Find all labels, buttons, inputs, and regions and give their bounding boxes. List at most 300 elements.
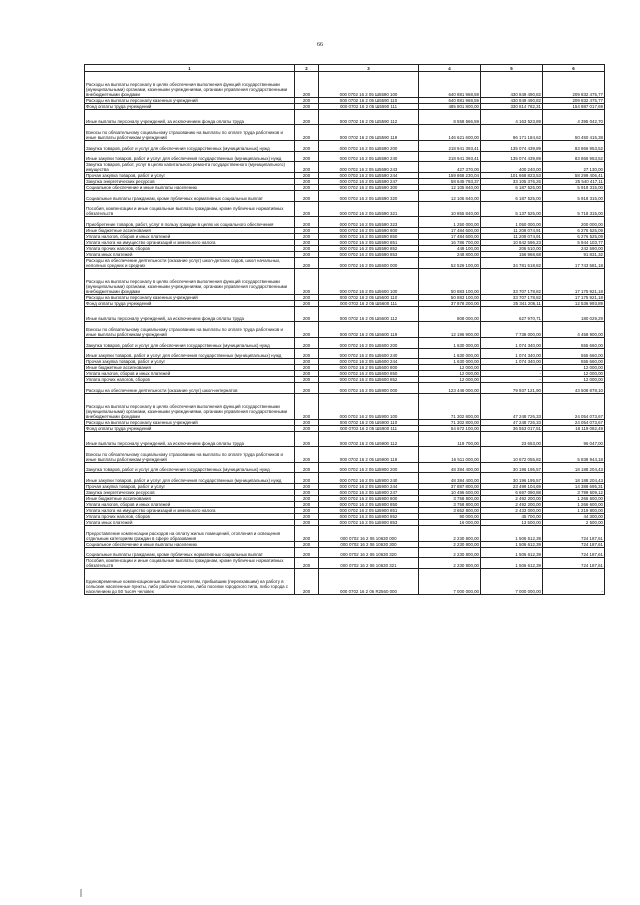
row-line-code-cell: 200 bbox=[295, 359, 319, 365]
row-name-cell: Расходы на выплаты персоналу казенных учреждений bbox=[85, 294, 295, 300]
row-line-code-cell: 200 bbox=[295, 462, 319, 473]
row-unexecuted-cell: 91 831,32 bbox=[543, 252, 605, 258]
row-name-cell: Уплата налога на имущество организаций и земельного налога bbox=[85, 240, 295, 246]
row-executed-cell: 1 074 340,00 bbox=[481, 359, 543, 365]
row-classification-code-cell: 000 0702 16 2 05 Ш5590 853 bbox=[319, 252, 419, 258]
table-row bbox=[85, 173, 605, 179]
row-line-code-cell: 200 bbox=[295, 141, 319, 152]
column-header: 2 bbox=[295, 65, 319, 72]
row-executed-cell: 23 653,00 bbox=[481, 431, 543, 447]
row-approved-cell: 159 868 230,04 bbox=[419, 173, 481, 179]
row-line-code-cell: 200 bbox=[295, 490, 319, 496]
row-name-cell: Иные закупки товаров, работ и услуг для обеспечения государственных (муниципальных) нужд bbox=[85, 348, 295, 359]
row-name-cell: Закупка энергетических ресурсов bbox=[85, 490, 295, 496]
table-row bbox=[85, 484, 605, 490]
row-classification-code-cell: 000 0702 16 2 05 Ш5900 247 bbox=[319, 490, 419, 496]
row-line-code-cell: 200 bbox=[295, 558, 319, 569]
table-row bbox=[85, 431, 605, 447]
row-classification-code-cell: 000 0702 16 2 05 Ш5600 244 bbox=[319, 359, 419, 365]
row-executed-cell: 10 842 596,23 bbox=[481, 240, 543, 246]
row-approved-cell: 50 883 100,00 bbox=[419, 269, 481, 295]
row-name-cell: Иные выплаты персоналу учреждений, за исключением фонда оплаты труда bbox=[85, 306, 295, 322]
row-classification-code-cell: 000 0702 16 2 05 Ш5590 321 bbox=[319, 201, 419, 217]
row-name-cell: Расходы на обеспечение деятельности (оказание услуг) школ-интернатов bbox=[85, 383, 295, 394]
row-unexecuted-cell: 17 175 921,18 bbox=[543, 294, 605, 300]
row-approved-cell: 16 511 000,00 bbox=[419, 447, 481, 463]
row-approved-cell: 3 758 800,00 bbox=[419, 496, 481, 502]
row-approved-cell: 640 881 968,59 bbox=[419, 72, 481, 98]
row-executed-cell: 430 849 490,82 bbox=[481, 72, 543, 98]
row-unexecuted-cell: 44 300,00 bbox=[543, 514, 605, 520]
table-row bbox=[85, 141, 605, 152]
row-classification-code-cell: 000 0702 16 2 05 Ш5590 243 bbox=[319, 162, 419, 173]
row-approved-cell: 12 000,00 bbox=[419, 377, 481, 383]
row-name-cell: Взносы по обязательному социальному страхованию на выплаты по оплате труда работников и иные выплаты работникам учреждений bbox=[85, 447, 295, 463]
row-name-cell: Иные выплаты персоналу учреждений, за исключением фонда оплаты труда bbox=[85, 109, 295, 125]
row-classification-code-cell: 000 0702 16 2 05 Ш5900 112 bbox=[319, 431, 419, 447]
row-executed-cell: 11 208 074,91 bbox=[481, 228, 543, 234]
row-line-code-cell: 200 bbox=[295, 228, 319, 234]
row-approved-cell: 37 878 200,00 bbox=[419, 300, 481, 306]
row-approved-cell: 640 881 968,59 bbox=[419, 97, 481, 103]
row-unexecuted-cell: 5 944 103,77 bbox=[543, 240, 605, 246]
row-approved-cell: 146 621 600,00 bbox=[419, 125, 481, 141]
row-approved-cell: 58 645 793,37 bbox=[419, 179, 481, 185]
row-line-code-cell: 200 bbox=[295, 252, 319, 258]
row-line-code-cell: 200 bbox=[295, 348, 319, 359]
row-name-cell: Взносы по обязательному социальному страхованию на выплаты по оплате труда работников и иные выплаты работникам учреждений bbox=[85, 322, 295, 338]
table-row bbox=[85, 508, 605, 514]
column-header: 1 bbox=[85, 65, 295, 72]
row-classification-code-cell: 000 0702 16 2 05 Ш5600 800 bbox=[319, 365, 419, 371]
row-executed-cell: 1 074 340,00 bbox=[481, 348, 543, 359]
row-name-cell: Закупка энергетических ресурсов bbox=[85, 179, 295, 185]
row-line-code-cell: 200 bbox=[295, 425, 319, 431]
table-row bbox=[85, 338, 605, 349]
row-classification-code-cell: 000 0702 16 2 05 Ш5590 851 bbox=[319, 240, 419, 246]
row-classification-code-cell: 000 0702 16 2 05 Ш5600 112 bbox=[319, 306, 419, 322]
row-unexecuted-cell: 17 743 581,18 bbox=[543, 258, 605, 269]
row-executed-cell: - bbox=[481, 371, 543, 377]
row-line-code-cell: 200 bbox=[295, 173, 319, 179]
row-unexecuted-cell: 555 660,00 bbox=[543, 359, 605, 365]
row-unexecuted-cell: 12 000,00 bbox=[543, 371, 605, 377]
row-executed-cell: 6 697 090,88 bbox=[481, 490, 543, 496]
row-executed-cell: 1 050 000,00 bbox=[481, 217, 543, 228]
row-line-code-cell: 200 bbox=[295, 484, 319, 490]
row-name-cell: Уплата прочих налогов, сборов bbox=[85, 377, 295, 383]
table-row bbox=[85, 306, 605, 322]
table-row bbox=[85, 269, 605, 295]
row-unexecuted-cell: 5 918 315,00 bbox=[543, 185, 605, 191]
row-line-code-cell: 200 bbox=[295, 526, 319, 542]
row-classification-code-cell: 000 0702 16 2 05 Ш5600 000 bbox=[319, 258, 419, 269]
row-name-cell: Взносы по обязательному социальному страхованию на выплаты по оплате труда работников и иные выплаты работникам учреждений bbox=[85, 125, 295, 141]
row-approved-cell: 71 302 800,00 bbox=[419, 393, 481, 419]
row-approved-cell: 123 446 000,00 bbox=[419, 383, 481, 394]
row-line-code-cell: 200 bbox=[295, 447, 319, 463]
row-line-code-cell: 200 bbox=[295, 393, 319, 419]
row-name-cell: Иные закупки товаров, работ и услуг для обеспечения государственных (муниципальных) нужд bbox=[85, 473, 295, 484]
row-unexecuted-cell: 17 175 921,18 bbox=[543, 269, 605, 295]
row-name-cell: Расходы на выплаты персоналу в целях обеспечения выполнения функций государственными (муниципальными) органами, казенными учреждениями, органами управления государственными внебюджетными фондами bbox=[85, 393, 295, 419]
row-executed-cell: 430 849 490,82 bbox=[481, 97, 543, 103]
table-row bbox=[85, 125, 605, 141]
row-unexecuted-cell: 12 536 993,89 bbox=[543, 300, 605, 306]
row-name-cell: Закупка товаров, работ и услуг для обеспечения государственных (муниципальных) нужд bbox=[85, 338, 295, 349]
row-classification-code-cell: 000 0702 16 2 05 Ш5900 119 bbox=[319, 447, 419, 463]
row-name-cell: Уплата налога на имущество организаций и земельного налога bbox=[85, 508, 295, 514]
row-approved-cell: 12 105 840,00 bbox=[419, 185, 481, 191]
row-classification-code-cell: 000 0702 16 2 05 Ш5900 850 bbox=[319, 502, 419, 508]
row-classification-code-cell: 000 0702 16 2 05 Ш5900 851 bbox=[319, 508, 419, 514]
row-classification-code-cell: 000 0702 16 2 05 Ш5600 110 bbox=[319, 294, 419, 300]
row-name-cell: Социальное обеспечение и иные выплаты населению bbox=[85, 185, 295, 191]
row-classification-code-cell: 000 0702 16 2 05 Ш5600 200 bbox=[319, 338, 419, 349]
row-classification-code-cell: 000 0702 16 2 05 Ш5590 247 bbox=[319, 179, 419, 185]
row-approved-cell: 1 630 000,00 bbox=[419, 359, 481, 365]
row-classification-code-cell: 000 0702 16 2 05 Ш5600 100 bbox=[319, 269, 419, 295]
row-line-code-cell: 200 bbox=[295, 97, 319, 103]
row-executed-cell: 30 196 195,57 bbox=[481, 462, 543, 473]
row-name-cell: Фонд оплаты труда учреждений bbox=[85, 425, 295, 431]
row-name-cell: Расходы на выплаты персоналу казенных учреждений bbox=[85, 97, 295, 103]
table-row bbox=[85, 541, 605, 547]
table-row bbox=[85, 348, 605, 359]
row-classification-code-cell: 000 0702 16 2 06 10630 300 bbox=[319, 541, 419, 547]
row-line-code-cell: 200 bbox=[295, 179, 319, 185]
budget-expenditure-table bbox=[84, 64, 605, 595]
budget-table-sheet bbox=[84, 64, 604, 595]
row-approved-cell: 12 000,00 bbox=[419, 365, 481, 371]
row-approved-cell: 119 700,00 bbox=[419, 431, 481, 447]
table-row bbox=[85, 201, 605, 217]
row-approved-cell: 52 526 100,00 bbox=[419, 258, 481, 269]
row-unexecuted-cell: 50 450 415,38 bbox=[543, 125, 605, 141]
table-row bbox=[85, 185, 605, 191]
row-classification-code-cell: 000 0702 16 2 05 Ш5590 100 bbox=[319, 72, 419, 98]
row-executed-cell: 11 208 074,91 bbox=[481, 234, 543, 240]
row-classification-code-cell: 000 0702 16 2 05 Ш5590 240 bbox=[319, 151, 419, 162]
row-approved-cell: 2 230 800,00 bbox=[419, 541, 481, 547]
row-unexecuted-cell: 209 832 475,77 bbox=[543, 72, 605, 98]
row-approved-cell: 427 370,00 bbox=[419, 162, 481, 173]
row-classification-code-cell: 000 0702 16 2 05 Ш5900 244 bbox=[319, 484, 419, 490]
column-header: 5 bbox=[481, 65, 543, 72]
row-name-cell: Фонд оплаты труда учреждений bbox=[85, 300, 295, 306]
row-classification-code-cell: 000 0702 16 2 06 10630 000 bbox=[319, 526, 419, 542]
table-row bbox=[85, 447, 605, 463]
row-line-code-cell: 200 bbox=[295, 240, 319, 246]
row-classification-code-cell: 000 0702 16 2 05 Ш5590 119 bbox=[319, 125, 419, 141]
row-unexecuted-cell: 724 187,61 bbox=[543, 547, 605, 558]
row-executed-cell: 2 492 200,00 bbox=[481, 496, 543, 502]
row-unexecuted-cell: 6 276 525,09 bbox=[543, 228, 605, 234]
table-row bbox=[85, 359, 605, 365]
page-number: 66 bbox=[317, 42, 323, 48]
row-name-cell: Уплата прочих налогов, сборов bbox=[85, 246, 295, 252]
row-approved-cell: 808 000,00 bbox=[419, 306, 481, 322]
row-line-code-cell: 200 bbox=[295, 514, 319, 520]
row-unexecuted-cell: 24 054 073,67 bbox=[543, 393, 605, 419]
row-executed-cell: 101 668 823,53 bbox=[481, 173, 543, 179]
row-line-code-cell: 200 bbox=[295, 496, 319, 502]
table-row bbox=[85, 151, 605, 162]
row-executed-cell: 96 171 184,62 bbox=[481, 125, 543, 141]
row-classification-code-cell: 000 0702 16 2 06 10630 321 bbox=[319, 558, 419, 569]
row-executed-cell: 33 707 178,82 bbox=[481, 294, 543, 300]
row-approved-cell: 1 250 000,00 bbox=[419, 217, 481, 228]
table-row bbox=[85, 234, 605, 240]
row-line-code-cell: 200 bbox=[295, 125, 319, 141]
row-classification-code-cell: 000 0702 16 2 06 R2560 000 bbox=[319, 569, 419, 595]
row-line-code-cell: 200 bbox=[295, 72, 319, 98]
table-row bbox=[85, 547, 605, 558]
row-unexecuted-cell: 96 047,00 bbox=[543, 431, 605, 447]
row-executed-cell: 1 074 340,00 bbox=[481, 338, 543, 349]
table-row bbox=[85, 109, 605, 125]
row-executed-cell: 33 707 178,82 bbox=[481, 269, 543, 295]
row-classification-code-cell: 000 0702 16 2 05 Ш5600 111 bbox=[319, 300, 419, 306]
row-approved-cell: 17 484 600,00 bbox=[419, 234, 481, 240]
row-executed-cell: 627 970,71 bbox=[481, 306, 543, 322]
row-executed-cell: 1 506 612,39 bbox=[481, 547, 543, 558]
row-name-cell: Расходы на выплаты персоналу казенных учреждений bbox=[85, 419, 295, 425]
row-executed-cell: 33 105 376,26 bbox=[481, 179, 543, 185]
row-name-cell: Пособия, компенсации и иные социальные выплаты гражданам, кроме публичных нормативных обязательств bbox=[85, 201, 295, 217]
table-row bbox=[85, 383, 605, 394]
row-unexecuted-cell: 18 188 204,43 bbox=[543, 462, 605, 473]
row-classification-code-cell: 000 0702 16 2 05 Ш5600 850 bbox=[319, 371, 419, 377]
row-approved-cell: 2 230 800,00 bbox=[419, 526, 481, 542]
row-approved-cell: 16 000,00 bbox=[419, 520, 481, 526]
row-approved-cell: 1 630 000,00 bbox=[419, 348, 481, 359]
row-classification-code-cell: 000 0702 16 2 06 10630 320 bbox=[319, 547, 419, 558]
row-executed-cell: 1 506 612,39 bbox=[481, 558, 543, 569]
row-executed-cell: 1 506 612,39 bbox=[481, 541, 543, 547]
row-name-cell: Закупка товаров, работ, услуг в целях капитального ремонта государственного (муниципального) имущества bbox=[85, 162, 295, 173]
row-executed-cell: 23 499 104,69 bbox=[481, 484, 543, 490]
row-executed-cell: 13 500,00 bbox=[481, 520, 543, 526]
row-executed-cell: 6 187 525,00 bbox=[481, 185, 543, 191]
row-classification-code-cell: 000 0702 16 2 05 Ш5590 852 bbox=[319, 246, 419, 252]
row-unexecuted-cell: 242 590,00 bbox=[543, 246, 605, 252]
row-line-code-cell: 200 bbox=[295, 338, 319, 349]
row-line-code-cell: 200 bbox=[295, 300, 319, 306]
row-line-code-cell: 200 bbox=[295, 473, 319, 484]
row-name-cell: Расходы на выплаты персоналу в целях обеспечения выполнения функций государственными (муниципальными) органами, казенными учреждениями, органами управления государственными внебюджетными фондами bbox=[85, 269, 295, 295]
table-row bbox=[85, 393, 605, 419]
row-approved-cell: 37 887 800,00 bbox=[419, 484, 481, 490]
row-line-code-cell: 200 bbox=[295, 377, 319, 383]
row-approved-cell: 2 230 800,00 bbox=[419, 547, 481, 558]
row-executed-cell: 7 000 000,00 bbox=[481, 569, 543, 595]
row-executed-cell: 7 738 000,00 bbox=[481, 322, 543, 338]
row-approved-cell: 12 196 900,00 bbox=[419, 322, 481, 338]
row-name-cell: Фонд оплаты труда учреждений bbox=[85, 103, 295, 109]
row-executed-cell: 5 137 525,00 bbox=[481, 201, 543, 217]
row-name-cell: Прочая закупка товаров, работ и услуг bbox=[85, 173, 295, 179]
row-name-cell: Социальные выплаты гражданам, кроме публичных нормативных социальных выплат bbox=[85, 547, 295, 558]
row-executed-cell: 30 196 195,57 bbox=[481, 473, 543, 484]
table-row bbox=[85, 162, 605, 173]
row-name-cell: Уплата налогов, сборов и иных платежей bbox=[85, 234, 295, 240]
row-classification-code-cell: 000 0702 16 2 05 Ш5590 320 bbox=[319, 191, 419, 202]
row-name-cell: Предоставление компенсации расходов на оплату жилых помещений, отопления и освещения отдельным категориям граждан в сфере образования bbox=[85, 526, 295, 542]
row-approved-cell: 218 941 393,41 bbox=[419, 141, 481, 152]
row-name-cell: Единовременные компенсационные выплаты учителям, прибывшим (переехавшим) на работу в сельские населенные пункты, либо рабочие поселки, либо поселки городского типа, либо города с населением до 50 тысяч человек bbox=[85, 569, 295, 595]
row-executed-cell: 25 341 206,11 bbox=[481, 300, 543, 306]
row-unexecuted-cell: 2 500,00 bbox=[543, 520, 605, 526]
row-classification-code-cell: 000 0702 16 2 05 Ш5590 300 bbox=[319, 185, 419, 191]
row-line-code-cell: 200 bbox=[295, 162, 319, 173]
row-unexecuted-cell: 5 718 315,00 bbox=[543, 201, 605, 217]
row-classification-code-cell: 000 0702 16 2 05 Ш5900 111 bbox=[319, 425, 419, 431]
row-classification-code-cell: 000 0702 16 2 05 Ш5590 850 bbox=[319, 234, 419, 240]
row-unexecuted-cell: 18 188 204,43 bbox=[543, 473, 605, 484]
row-line-code-cell: 200 bbox=[295, 306, 319, 322]
table-row bbox=[85, 569, 605, 595]
row-approved-cell: 12 105 840,00 bbox=[419, 191, 481, 202]
table-row bbox=[85, 322, 605, 338]
row-classification-code-cell: 000 0702 16 2 05 Ш5590 323 bbox=[319, 217, 419, 228]
row-executed-cell: 34 781 518,82 bbox=[481, 258, 543, 269]
row-approved-cell: 218 941 393,41 bbox=[419, 151, 481, 162]
row-approved-cell: 50 883 100,00 bbox=[419, 294, 481, 300]
row-unexecuted-cell: 4 458 900,00 bbox=[543, 322, 605, 338]
row-line-code-cell: 200 bbox=[295, 508, 319, 514]
row-executed-cell: 400 240,00 bbox=[481, 162, 543, 173]
row-approved-cell: 485 801 800,00 bbox=[419, 103, 481, 109]
row-unexecuted-cell: 154 987 017,69 bbox=[543, 103, 605, 109]
row-unexecuted-cell: 6 276 525,09 bbox=[543, 234, 605, 240]
row-approved-cell: 16 786 700,00 bbox=[419, 240, 481, 246]
table-row bbox=[85, 191, 605, 202]
row-classification-code-cell: 000 0702 16 2 05 Ш5900 240 bbox=[319, 473, 419, 484]
row-classification-code-cell: 000 0702 16 2 05 Ш5900 852 bbox=[319, 514, 419, 520]
row-classification-code-cell: 000 0702 16 2 05 Ш5600 119 bbox=[319, 322, 419, 338]
row-name-cell: Уплата прочих налогов, сборов bbox=[85, 514, 295, 520]
row-executed-cell: - bbox=[481, 377, 543, 383]
table-row bbox=[85, 526, 605, 542]
table-row bbox=[85, 473, 605, 484]
row-unexecuted-cell: 43 508 878,10 bbox=[543, 383, 605, 394]
row-line-code-cell: 200 bbox=[295, 258, 319, 269]
row-name-cell: Иные выплаты персоналу учреждений, за исключением фонда оплаты труда bbox=[85, 431, 295, 447]
row-approved-cell: 248 800,00 bbox=[419, 252, 481, 258]
row-unexecuted-cell: 555 660,00 bbox=[543, 338, 605, 349]
row-approved-cell: 10 496 600,00 bbox=[419, 490, 481, 496]
row-unexecuted-cell: 14 388 695,31 bbox=[543, 484, 605, 490]
row-approved-cell: 8 558 566,59 bbox=[419, 109, 481, 125]
row-executed-cell: 135 074 439,89 bbox=[481, 141, 543, 152]
column-header: 4 bbox=[419, 65, 481, 72]
row-name-cell: Уплата налогов, сборов и иных платежей bbox=[85, 371, 295, 377]
row-classification-code-cell: 000 0702 16 2 05 Ш5590 110 bbox=[319, 97, 419, 103]
row-unexecuted-cell: 12 000,00 bbox=[543, 377, 605, 383]
row-line-code-cell: 200 bbox=[295, 322, 319, 338]
row-executed-cell: 2 492 200,00 bbox=[481, 502, 543, 508]
table-body bbox=[85, 65, 605, 595]
row-unexecuted-cell: 5 838 944,18 bbox=[543, 447, 605, 463]
row-unexecuted-cell: 200 000,00 bbox=[543, 217, 605, 228]
row-unexecuted-cell: 4 395 042,70 bbox=[543, 109, 605, 125]
row-executed-cell: - bbox=[481, 365, 543, 371]
row-unexecuted-cell: 724 187,61 bbox=[543, 526, 605, 542]
row-classification-code-cell: 000 0702 16 2 05 Ш5590 200 bbox=[319, 141, 419, 152]
row-classification-code-cell: 000 0702 16 2 05 Ш5590 112 bbox=[319, 109, 419, 125]
row-classification-code-cell: 000 0702 16 2 05 Ш5900 000 bbox=[319, 383, 419, 394]
row-line-code-cell: 200 bbox=[295, 185, 319, 191]
row-classification-code-cell: 000 0702 16 2 05 Ш5900 853 bbox=[319, 520, 419, 526]
row-name-cell: Иные бюджетные ассигнования bbox=[85, 365, 295, 371]
table-row bbox=[85, 502, 605, 508]
row-approved-cell: 48 384 400,00 bbox=[419, 473, 481, 484]
row-name-cell: Иные бюджетные ассигнования bbox=[85, 228, 295, 234]
row-executed-cell: 47 248 726,33 bbox=[481, 393, 543, 419]
row-unexecuted-cell: 3 799 509,12 bbox=[543, 490, 605, 496]
row-unexecuted-cell: 1 219 800,00 bbox=[543, 508, 605, 514]
row-unexecuted-cell: - bbox=[543, 569, 605, 595]
row-executed-cell: 6 187 525,00 bbox=[481, 191, 543, 202]
row-unexecuted-cell: 209 832 475,77 bbox=[543, 97, 605, 103]
column-header: 6 bbox=[543, 65, 605, 72]
row-line-code-cell: 200 bbox=[295, 365, 319, 371]
row-unexecuted-cell: 18 119 082,49 bbox=[543, 425, 605, 431]
row-name-cell: Иные бюджетные ассигнования bbox=[85, 496, 295, 502]
row-executed-cell: 45 700,00 bbox=[481, 514, 543, 520]
row-line-code-cell: 200 bbox=[295, 502, 319, 508]
table-row bbox=[85, 97, 605, 103]
row-name-cell: Расходы на обеспечение деятельности (оказание услуг) школ-детских садов, школ начальных, неполных средних и средних bbox=[85, 258, 295, 269]
row-unexecuted-cell: 12 000,00 bbox=[543, 365, 605, 371]
row-unexecuted-cell: 555 660,00 bbox=[543, 348, 605, 359]
row-executed-cell: 79 937 121,90 bbox=[481, 383, 543, 394]
table-row bbox=[85, 258, 605, 269]
table-row bbox=[85, 558, 605, 569]
row-name-cell: Социальные выплаты гражданам, кроме публичных нормативных социальных выплат bbox=[85, 191, 295, 202]
row-name-cell: Иные закупки товаров, работ и услуг для обеспечения государственных (муниципальных) нужд bbox=[85, 151, 295, 162]
row-line-code-cell: 200 bbox=[295, 569, 319, 595]
row-classification-code-cell: 000 0702 16 2 05 Ш5900 200 bbox=[319, 462, 419, 473]
table-row bbox=[85, 462, 605, 473]
row-classification-code-cell: 000 0702 16 2 05 Ш5600 852 bbox=[319, 377, 419, 383]
row-name-cell: Прочая закупка товаров, работ и услуг bbox=[85, 359, 295, 365]
row-line-code-cell: 200 bbox=[295, 547, 319, 558]
row-approved-cell: 10 855 840,00 bbox=[419, 201, 481, 217]
row-executed-cell: 156 968,68 bbox=[481, 252, 543, 258]
row-line-code-cell: 200 bbox=[295, 234, 319, 240]
row-approved-cell: 449 100,00 bbox=[419, 246, 481, 252]
row-name-cell: Пособия, компенсации и иные социальные выплаты гражданам, кроме публичных нормативных обязательств bbox=[85, 558, 295, 569]
row-classification-code-cell: 000 0702 16 2 05 Ш5590 800 bbox=[319, 228, 419, 234]
row-executed-cell: 2 433 000,00 bbox=[481, 508, 543, 514]
row-name-cell: Уплата иных платежей bbox=[85, 520, 295, 526]
row-approved-cell: 1 630 000,00 bbox=[419, 338, 481, 349]
row-name-cell: Социальное обеспечение и иные выплаты населению bbox=[85, 541, 295, 547]
row-unexecuted-cell: 1 266 600,00 bbox=[543, 496, 605, 502]
row-line-code-cell: 200 bbox=[295, 246, 319, 252]
row-line-code-cell: 200 bbox=[295, 419, 319, 425]
row-name-cell: Прочая закупка товаров, работ и услуг bbox=[85, 484, 295, 490]
row-line-code-cell: 200 bbox=[295, 191, 319, 202]
table-row bbox=[85, 240, 605, 246]
row-classification-code-cell: 000 0702 16 2 05 Ш5900 800 bbox=[319, 496, 419, 502]
row-unexecuted-cell: 83 866 953,52 bbox=[543, 141, 605, 152]
row-line-code-cell: 200 bbox=[295, 520, 319, 526]
row-unexecuted-cell: 58 299 406,41 bbox=[543, 173, 605, 179]
table-row bbox=[85, 217, 605, 228]
